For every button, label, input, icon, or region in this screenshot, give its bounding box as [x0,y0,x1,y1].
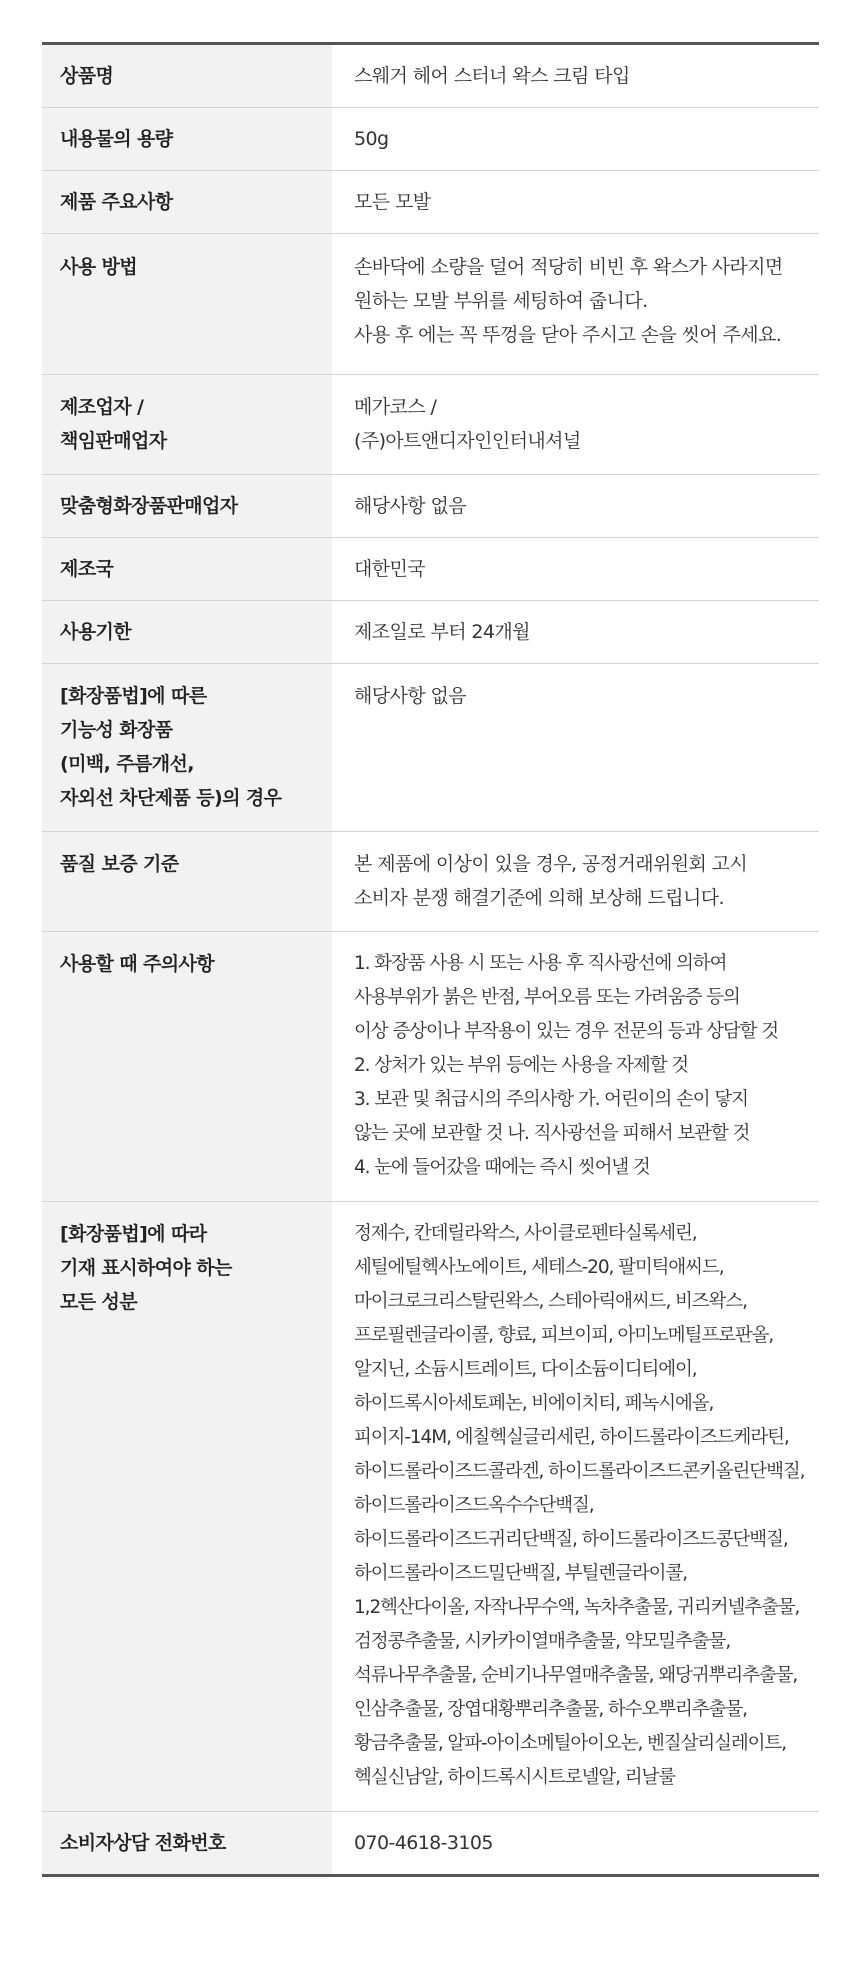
table-row [42,601,819,664]
row-label: 내용물의 용량 [42,108,332,171]
row-label: 상품명 [42,44,332,108]
row-value: 정제수, 칸데릴라왁스, 사이클로펜타실록세린, 세틸에틸헥사노에이트, 세테스-20, 팔미틱애씨드, 마이크로크리스탈린왁스, 스테아릭애씨드, 비즈왁스, 프로필렌글라이콜, 향료, 피브이피, 아미노메틸프로판올, 알지닌, 소듐시트레이트, 다이소듐이디티에이, 하이드록시아세토페논, 비에이치티, 페녹시에올, 피이지-14M, 에칠헥실글리세린, 하이드롤라이즈드케라틴, 하이드롤라이즈드콜라겐, 하이드롤라이즈드콘키올린단백질, 하이드롤라이즈드옥수수단백질, 하이드롤라이즈드귀리단백질, 하이드롤라이즈드콩단백질, 하이드롤라이즈드밀단백질, 부틸렌글라이콜, 1,2헥산다이올, 자작나무수액, 녹차추출물, 귀리커넬추출물, 검정콩추출물, 시카카이열매추출물, 약모밀추출물, 석류나무추출물, 순비기나무열매추출물, 왜당귀뿌리추출물, 인삼추출물, 장엽대황뿌리추출물, 하수오뿌리추출물, 황금추출물, 알파-아이소메틸아이오논, 벤질살리실레이트, 헥실신남알, 하이드록시시트로넬알, 리날룰 [332,1202,819,1812]
table-row [42,664,819,832]
table-row [42,832,819,932]
row-value: 1. 화장품 사용 시 또는 사용 후 직사광선에 의하여 사용부위가 붉은 반점, 부어오름 또는 가려움증 등의 이상 증상이나 부작용이 있는 경우 전문의 등과 상담할 것 2. 상처가 있는 부위 등에는 사용을 자제할 것 3. 보관 및 취급시의 주의사항 가. 어린이의 손이 닿지 않는 곳에 보관할 것 나. 직사광선을 피해서 보관할 것 4. 눈에 들어갔을 때에는 즉시 씻어낼 것 [332,932,819,1202]
row-value: 메가코스 / (주)아트앤디자인인터내셔널 [332,375,819,475]
row-value: 50g [332,108,819,171]
table-row [42,44,819,108]
row-label: [화장품법]에 따른 기능성 화장품 (미백, 주름개선, 자외선 차단제품 등)의 경우 [42,664,332,832]
row-label: 품질 보증 기준 [42,832,332,932]
row-label: 소비자상담 전화번호 [42,1812,332,1876]
row-label: 사용기한 [42,601,332,664]
table-row [42,932,819,1202]
table-row [42,171,819,234]
table-row [42,475,819,538]
row-value: 모든 모발 [332,171,819,234]
row-label: 제조업자 / 책임판매업자 [42,375,332,475]
row-label: 제품 주요사항 [42,171,332,234]
row-label: 맞춤형화장품판매업자 [42,475,332,538]
table-row [42,1202,819,1812]
row-value: 070-4618-3105 [354,1832,493,1854]
row-value: 대한민국 [332,538,819,601]
product-info-table [42,42,819,1877]
table-row [42,1812,819,1876]
table-row [42,234,819,375]
row-value: 해당사항 없음 [332,664,819,832]
row-value: 손바닥에 소량을 덜어 적당히 비빈 후 왁스가 사라지면 원하는 모발 부위를 세팅하여 줍니다. 사용 후 에는 꼭 뚜껑을 닫아 주시고 손을 씻어 주세요. [332,234,819,375]
row-label: 제조국 [42,538,332,601]
row-value: 해당사항 없음 [332,475,819,538]
row-value: 스웨거 헤어 스터너 왁스 크림 타입 [332,44,819,108]
row-label: [화장품법]에 따라 기재 표시하여야 하는 모든 성분 [42,1202,332,1812]
row-value: 본 제품에 이상이 있을 경우, 공정거래위원회 고시 소비자 분쟁 해결기준에 의해 보상해 드립니다. [332,832,819,932]
row-label: 사용할 때 주의사항 [42,932,332,1202]
table-row [42,538,819,601]
row-label: 사용 방법 [42,234,332,375]
row-value: 제조일로 부터 24개월 [332,601,819,664]
table-row [42,108,819,171]
table-row [42,375,819,475]
